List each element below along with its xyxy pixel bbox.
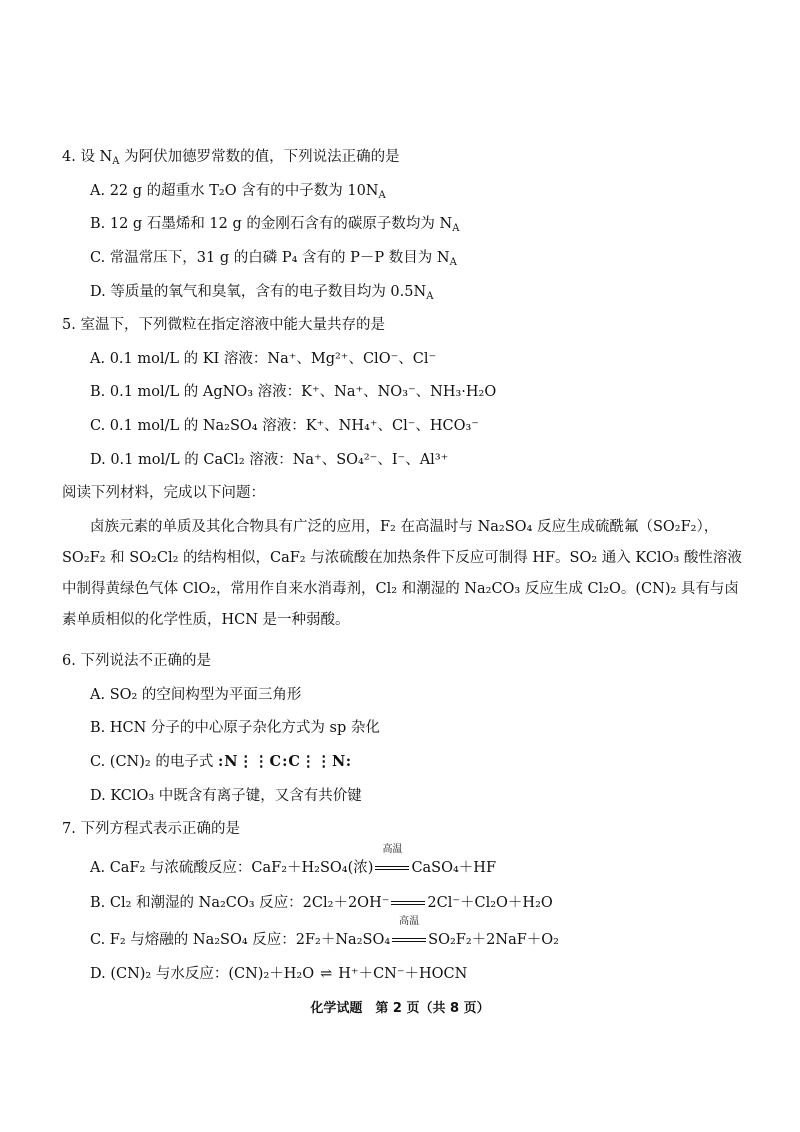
electron-formula: :N⋮⋮C:C⋮⋮N: xyxy=(217,753,353,770)
q4-option-a-sub: A xyxy=(378,190,386,201)
equilibrium-arrow-icon: ⇌ xyxy=(320,966,333,982)
q7-c-equals-sign xyxy=(392,938,426,942)
q7-option-c xyxy=(90,916,559,950)
q5-option-d: D. 0.1 mol/L 的 CaCl₂ 溶液：Na⁺、SO₄²⁻、I⁻、Al³⁺ xyxy=(90,452,449,468)
reading-intro: 阅读下列材料，完成以下问题： xyxy=(62,485,265,501)
q6-option-a: A. SO₂ 的空间构型为平面三角形 xyxy=(90,687,302,703)
q7-option-b xyxy=(90,893,553,913)
q7-c-right: SO₂F₂＋2NaF＋O₂ xyxy=(428,932,559,948)
q7-c-equals xyxy=(390,916,428,950)
q7-b-equals-sign xyxy=(391,901,425,905)
q7-a-equals xyxy=(373,844,411,878)
q4-option-d-text: D. 等质量的氧气和臭氧，含有的电子数目均为 0.5N xyxy=(90,284,427,300)
q4-stem-rest: 为阿伏加德罗常数的值，下列说法正确的是 xyxy=(119,149,400,165)
q7-a-equals-sign xyxy=(375,866,409,870)
q4-stem xyxy=(62,147,400,172)
q7-c-left: C. F₂ 与熔融的 Na₂SO₄ 反应：2F₂＋Na₂SO₄ xyxy=(90,932,391,948)
q5-option-c: C. 0.1 mol/L 的 Na₂SO₄ 溶液：K⁺、NH₄⁺、Cl⁻、HCO₃⁻ xyxy=(90,418,479,434)
reading-paragraph: 卤族元素的单质及其化合物具有广泛的应用，F₂ 在高温时与 Na₂SO₄ 反应生成硫酰氟（SO₂F₂），SO₂F₂ 和 SO₂Cl₂ 的结构相似，CaF₂ 与浓硫酸在加热条件下反应可制得 HF。SO₂ 通入 KClO₃ 酸性溶液中制得黄绿色气体 ClO₂，常用作自来水消毒剂，Cl₂ 和潮湿的 Na₂CO₃ 反应生成 Cl₂O。(CN)₂ 具有与卤素单质相似的化学性质，HCN 是一种弱酸。 xyxy=(62,519,742,628)
q6-option-d: D. KClO₃ 中既含有离子键，又含有共价键 xyxy=(90,788,362,804)
q6-option-c-text: C. (CN)₂ 的电子式 xyxy=(90,754,218,770)
q7-a-right: CaSO₄＋HF xyxy=(411,860,497,876)
q7-option-a xyxy=(90,844,497,878)
q4-stem-sub: A xyxy=(112,156,120,167)
q7-option-d xyxy=(90,964,467,984)
q7-a-condition: 高温 xyxy=(382,844,403,855)
q4-option-c xyxy=(90,248,457,273)
q4-option-c-text: C. 常温常压下，31 g 的白磷 P₄ 含有的 P－P 数目为 N xyxy=(90,250,450,266)
q5-option-a: A. 0.1 mol/L 的 KI 溶液：Na⁺、Mg²⁺、ClO⁻、Cl⁻ xyxy=(90,351,437,367)
q7-b-equals xyxy=(389,893,427,913)
q6-option-b: B. HCN 分子的中心原子杂化方式为 sp 杂化 xyxy=(90,720,380,736)
q6-stem: 6. 下列说法不正确的是 xyxy=(62,653,211,669)
q4-option-b-sub: A xyxy=(452,223,460,234)
q5-stem: 5. 室温下，下列微粒在指定溶液中能大量共存的是 xyxy=(62,317,385,333)
q4-option-d-sub: A xyxy=(426,291,434,302)
q4-option-c-sub: A xyxy=(449,257,457,268)
q5-option-b: B. 0.1 mol/L 的 AgNO₃ 溶液：K⁺、Na⁺、NO₃⁻、NH₃·H₂O xyxy=(90,384,497,400)
page-footer: 化学试题 第 2 页（共 8 页） xyxy=(310,1001,490,1016)
q4-option-d xyxy=(90,282,433,307)
q7-b-right: 2Cl⁻＋Cl₂O＋H₂O xyxy=(427,895,553,911)
q4-option-b-text: B. 12 g 石墨烯和 12 g 的金刚石含有的碳原子数均为 N xyxy=(90,216,453,232)
q7-b-left: B. Cl₂ 和潮湿的 Na₂CO₃ 反应：2Cl₂＋2OH⁻ xyxy=(90,895,390,911)
q7-d-right: H⁺＋CN⁻＋HOCN xyxy=(338,966,468,982)
q7-a-left: A. CaF₂ 与浓硫酸反应：CaF₂＋H₂SO₄(浓) xyxy=(90,860,374,876)
q6-option-c xyxy=(90,752,352,772)
q4-stem-text: 4. 设 N xyxy=(62,149,113,165)
q4-option-a-text: A. 22 g 的超重水 T₂O 含有的中子数为 10N xyxy=(90,183,379,199)
q4-option-a xyxy=(90,181,386,206)
q7-c-condition: 高温 xyxy=(399,916,420,927)
q7-stem: 7. 下列方程式表示正确的是 xyxy=(62,821,240,837)
q7-d-left: D. (CN)₂ 与水反应：(CN)₂＋H₂O xyxy=(90,966,315,982)
q4-option-b xyxy=(90,214,459,239)
